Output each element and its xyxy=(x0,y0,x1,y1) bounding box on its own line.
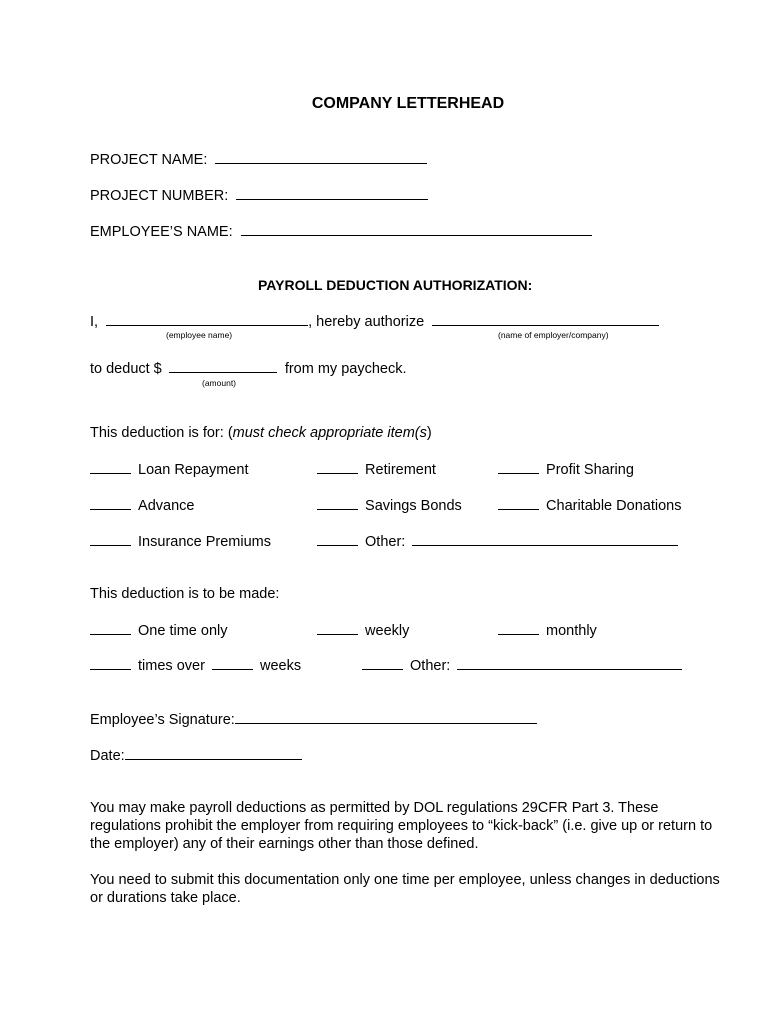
checkbox-blank[interactable] xyxy=(317,460,358,474)
schedule-label: monthly xyxy=(546,623,597,639)
amount-field[interactable] xyxy=(169,359,277,373)
purpose-intro-close: ) xyxy=(426,425,432,441)
option-loan-repayment xyxy=(90,460,248,479)
checkbox-blank[interactable] xyxy=(362,656,403,670)
from-paycheck-text: from my paycheck. xyxy=(284,361,407,377)
option-other xyxy=(317,532,678,551)
to-deduct-text: to deduct $ xyxy=(90,361,162,377)
project-name-row xyxy=(90,150,427,169)
option-savings-bonds xyxy=(317,496,462,515)
weeks-label: weeks xyxy=(259,658,302,674)
hereby-authorize-text: , hereby authorize xyxy=(308,314,425,330)
employer-name-field[interactable] xyxy=(432,312,659,326)
times-count-field[interactable] xyxy=(90,656,131,670)
regulations-note: You may make payroll deductions as permitted by DOL regulations 29CFR Part 3. These regulations prohibit the employer from requiring employees to “kick-back” (i.e. give up or return to the employer) any of their earnings other than those defined. xyxy=(90,800,713,852)
amount-caption: (amount) xyxy=(202,378,237,388)
weeks-count-field[interactable] xyxy=(212,656,253,670)
schedule-label: weekly xyxy=(365,623,410,639)
option-label: Other: xyxy=(365,534,406,550)
project-number-field[interactable] xyxy=(236,186,428,200)
date-row xyxy=(90,746,302,765)
signature-label: Employee’s Signature: xyxy=(90,712,235,728)
checkbox-blank[interactable] xyxy=(90,621,131,635)
i-prefix: I, xyxy=(90,314,99,330)
employee-name-label: EMPLOYEE’S NAME: xyxy=(90,224,233,240)
employee-name-caption: (employee name) xyxy=(166,330,233,340)
date-field[interactable] xyxy=(125,746,302,760)
schedule-one-time xyxy=(90,621,228,640)
other-schedule-field[interactable] xyxy=(457,656,682,670)
option-charitable-donations xyxy=(498,496,681,515)
amount-line xyxy=(90,359,406,378)
authorizing-employee-field[interactable] xyxy=(106,312,308,326)
employer-caption: (name of employer/company) xyxy=(498,330,609,340)
times-over-label: times over xyxy=(138,658,205,674)
purpose-intro xyxy=(90,424,432,442)
option-retirement xyxy=(317,460,436,479)
purpose-intro-text: This deduction is for: ( xyxy=(90,425,233,441)
option-label: Advance xyxy=(138,498,195,514)
signature-row xyxy=(90,710,537,729)
option-label: Insurance Premiums xyxy=(138,534,271,550)
checkbox-blank[interactable] xyxy=(317,496,358,510)
signature-field[interactable] xyxy=(235,710,537,724)
page-title: COMPANY LETTERHEAD xyxy=(311,95,505,112)
submission-note: You need to submit this documentation only one time per employee, unless changes in deductions or durations take place. xyxy=(90,872,720,906)
schedule-label: Other: xyxy=(410,658,451,674)
authorization-line xyxy=(90,312,659,331)
option-profit-sharing xyxy=(498,460,634,479)
other-purpose-field[interactable] xyxy=(412,532,678,546)
checkbox-blank[interactable] xyxy=(498,621,539,635)
purpose-intro-italic: must check appropriate item(s xyxy=(232,425,427,441)
checkbox-blank[interactable] xyxy=(498,496,539,510)
schedule-times-over xyxy=(90,656,301,675)
option-label: Retirement xyxy=(365,462,436,478)
option-label: Profit Sharing xyxy=(546,462,634,478)
project-number-label: PROJECT NUMBER: xyxy=(90,188,229,204)
project-name-field[interactable] xyxy=(215,150,427,164)
project-number-row xyxy=(90,186,428,205)
schedule-label: One time only xyxy=(138,623,228,639)
checkbox-blank[interactable] xyxy=(317,532,358,546)
checkbox-blank[interactable] xyxy=(498,460,539,474)
schedule-other xyxy=(362,656,682,675)
option-label: Savings Bonds xyxy=(365,498,462,514)
project-name-label: PROJECT NAME: xyxy=(90,152,208,168)
schedule-intro: This deduction is to be made: xyxy=(90,586,280,602)
option-label: Loan Repayment xyxy=(138,462,249,478)
employee-name-row xyxy=(90,222,592,241)
checkbox-blank[interactable] xyxy=(90,496,131,510)
checkbox-blank[interactable] xyxy=(90,460,131,474)
checkbox-blank[interactable] xyxy=(90,532,131,546)
option-label: Charitable Donations xyxy=(546,498,682,514)
date-label: Date: xyxy=(90,748,125,764)
employee-name-field[interactable] xyxy=(241,222,592,236)
option-insurance-premiums xyxy=(90,532,271,551)
schedule-weekly xyxy=(317,621,409,640)
authorization-heading: PAYROLL DEDUCTION AUTHORIZATION: xyxy=(258,277,533,293)
option-advance xyxy=(90,496,194,515)
schedule-monthly xyxy=(498,621,597,640)
checkbox-blank[interactable] xyxy=(317,621,358,635)
